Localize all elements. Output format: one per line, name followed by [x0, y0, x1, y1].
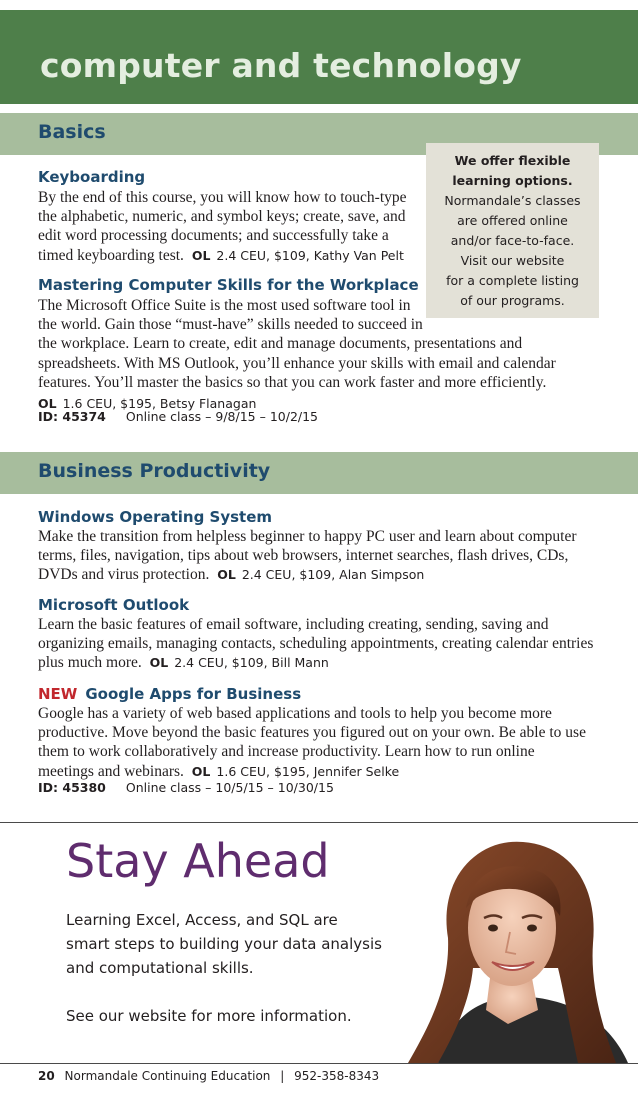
course-title-windows: Windows Operating System — [38, 508, 273, 526]
promo-cta: See our website for more information. — [66, 1007, 352, 1025]
section-bar-business — [0, 452, 638, 494]
desc-line-text: meetings and webinars. — [38, 762, 184, 780]
desc-line: spreadsheets. With MS Outlook, you’ll enhance your skills with email and calendar — [38, 354, 556, 372]
course-meta: 1.6 CEU, $195, Betsy Flanagan — [62, 396, 257, 412]
course-meta: 2.4 CEU, $109, Kathy Van Pelt — [216, 247, 404, 263]
course-desc-outlook — [38, 615, 593, 673]
footer-phone: 952-358-8343 — [294, 1069, 380, 1083]
desc-line: productive. Move beyond the basic features you figured out on your own. Be able to use — [38, 724, 586, 742]
desc-line: them to work collaboratively and increase productivity. Learn how to run online — [38, 743, 535, 761]
desc-line: The Microsoft Office Suite is the most used software tool in — [38, 297, 411, 314]
course-desc-windows — [38, 527, 577, 585]
desc-line — [38, 565, 577, 584]
section-title-basics: Basics — [38, 121, 106, 143]
course-title-google-apps — [38, 685, 301, 703]
woman-photo — [378, 828, 638, 1063]
desc-line: the world. Gain those “must-have” skills needed to succeed in — [38, 316, 423, 334]
info-line: and/or face-to-face. — [450, 233, 575, 248]
desc-line: Google has a variety of web based applications and tools to help you become more — [38, 705, 552, 722]
desc-line: terms, files, navigation, tips about web browsers, internet searches, flash drives, CDs, — [38, 547, 569, 565]
course-title-text: Google Apps for Business — [85, 685, 302, 703]
promo-divider — [0, 822, 638, 823]
desc-line-text: plus much more. — [38, 654, 142, 672]
ol-label: OL — [149, 655, 169, 671]
promo-title: Stay Ahead — [66, 834, 330, 888]
footer — [38, 1069, 379, 1083]
course-desc-keyboarding — [38, 188, 407, 265]
page-title: computer and technology — [40, 46, 522, 85]
course-id-line-mastering — [38, 409, 318, 424]
promo-line: and computational skills. — [66, 959, 254, 977]
footer-divider — [0, 1063, 638, 1064]
ol-label: OL — [191, 763, 211, 779]
footer-org: Normandale Continuing Education — [64, 1069, 271, 1083]
course-id-line-google-apps — [38, 780, 334, 795]
desc-line: features. You’ll master the basics so that you can work faster and more efficiently. — [38, 373, 547, 391]
desc-line: Learn the basic features of email software, including creating, sending, saving and — [38, 616, 549, 633]
info-line: learning options. — [452, 173, 573, 188]
promo-line: Learning Excel, Access, and SQL are — [66, 911, 338, 929]
info-box — [426, 143, 599, 318]
desc-line-text: timed keyboarding test. — [38, 246, 184, 264]
desc-line: the alphabetic, numeric, and symbol keys; create, save, and — [38, 208, 406, 226]
info-line: are offered online — [457, 213, 568, 228]
promo-line: smart steps to building your data analysis — [66, 935, 382, 953]
course-title-outlook: Microsoft Outlook — [38, 596, 190, 614]
course-title-keyboarding: Keyboarding — [38, 168, 146, 186]
desc-line: organizing emails, managing contacts, scheduling appointments, creating calendar entries — [38, 635, 594, 653]
course-schedule: Online class – 9/8/15 – 10/2/15 — [125, 409, 319, 424]
info-line: Normandale’s classes — [444, 193, 581, 208]
course-desc-google-apps — [38, 704, 586, 781]
desc-line — [38, 246, 407, 265]
desc-line: Make the transition from helpless beginner to happy PC user and learn about computer — [38, 528, 577, 545]
desc-line: By the end of this course, you will know how to touch-type — [38, 189, 407, 206]
ol-label: OL — [191, 247, 211, 263]
ol-label: OL — [217, 567, 236, 583]
ol-label: OL — [38, 396, 57, 412]
desc-line: the workplace. Learn to create, edit and manage documents, presentations and — [38, 335, 523, 353]
promo-text — [66, 908, 396, 1028]
course-meta: 2.4 CEU, $109, Alan Simpson — [241, 567, 425, 583]
new-badge: NEW — [38, 685, 78, 703]
course-schedule: Online class – 10/5/15 – 10/30/15 — [125, 780, 334, 795]
page-number: 20 — [38, 1069, 55, 1083]
info-line: Visit our website — [460, 253, 565, 268]
course-meta: 2.4 CEU, $109, Bill Mann — [174, 655, 329, 671]
info-line: of our programs. — [460, 293, 565, 308]
course-meta: 1.6 CEU, $195, Jennifer Selke — [216, 763, 400, 779]
section-title-business: Business Productivity — [38, 460, 271, 482]
course-id: ID: 45380 — [38, 780, 106, 795]
desc-line — [38, 762, 586, 781]
info-line: for a complete listing — [446, 273, 579, 288]
info-line: We offer flexible — [454, 153, 571, 168]
desc-line — [38, 653, 593, 672]
course-id: ID: 45374 — [38, 409, 106, 424]
desc-line-text: DVDs and virus protection. — [38, 566, 210, 584]
course-title-mastering: Mastering Computer Skills for the Workplace — [38, 276, 419, 294]
desc-line: edit word processing documents; and successfully take a — [38, 227, 389, 245]
footer-separator: | — [280, 1069, 285, 1083]
